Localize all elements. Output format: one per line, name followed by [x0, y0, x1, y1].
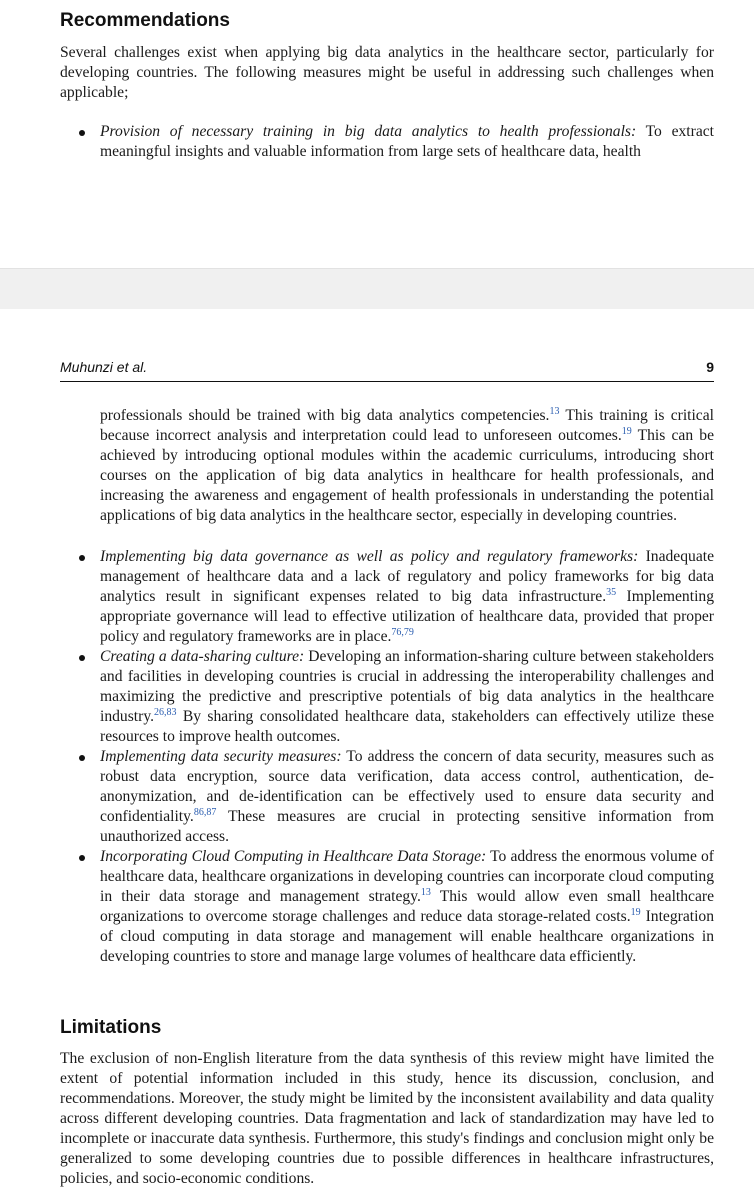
bullet-text: Implementing appropriate governance will lead to effective utilization of healthcare data, provided that proper policy and regulatory frameworks are in place.	[100, 588, 714, 645]
citation-link[interactable]: 76,79	[391, 627, 414, 638]
continuation-text-1: professionals should be trained with big data analytics competencies.	[100, 407, 550, 424]
bullet-continuation	[100, 406, 714, 526]
limitations-heading: Limitations	[60, 1017, 162, 1038]
page-number: 9	[706, 359, 714, 375]
continuation-text-2: This training is critical because incorrect analysis and interpretation could lead to unforeseen outcomes.	[100, 407, 714, 444]
continuation-text-3: This can be achieved by introducing optional modules within the academic curriculums, introducing short courses on the application of big data analytics in healthcare for health professionals, and increasing the awareness and engagement of health professionals in understanding the potential applications of big data analytics in the healthcare sector, especially in developing countries.	[100, 427, 715, 524]
recommendation-bullet-list	[60, 547, 714, 967]
recommendations-heading: Recommendations	[60, 10, 230, 31]
bullet-dot-icon	[79, 855, 85, 861]
citation-link[interactable]: 13	[420, 887, 431, 898]
citation-link[interactable]: 26,83	[154, 707, 177, 718]
limitations-paragraph: The exclusion of non-English literature from the data synthesis of this review might have limited the extent of potential information included in this study, hence its discussion, conclusion, and recommendations. Moreover, the study might be limited by the inconsistent availability and data quality across different developing countries. Data fragmentation and lack of standardization may have led to incomplete or inaccurate data synthesis. Furthermore, this study's findings and conclusion might only be generalized to some developing countries due to possible differences in healthcare infrastructures, policies, and socio-economic conditions.	[60, 1050, 714, 1187]
bullet-text: Integration of cloud computing in data storage and management will enable healthcare organizations in developing countries to store and manage large volumes of healthcare data efficiently.	[100, 908, 715, 965]
running-header	[60, 359, 714, 382]
bullet-lead: Creating a data-sharing culture:	[100, 648, 305, 665]
bullet-dot-icon	[79, 655, 85, 661]
bottom-page	[0, 309, 754, 1200]
bullet-dot-icon	[79, 555, 85, 561]
bullet-lead: Implementing big data governance as well as policy and regulatory frameworks:	[100, 548, 639, 565]
bullet-text: To address the enormous volume of healthcare data, healthcare organizations in developing countries can incorporate cloud computing in their data storage and management strategy.	[100, 848, 714, 905]
bullet-dot-icon	[79, 130, 85, 136]
bullet-text: By sharing consolidated healthcare data, stakeholders can effectively utilize these resources to improve health outcomes.	[100, 708, 714, 745]
bullet-lead: Implementing data security measures:	[100, 748, 342, 765]
bullet-text: Developing an information-sharing culture between stakeholders and facilities in developing countries is crucial in addressing the interoperability challenges and maximizing the predictive and prescriptive potentials of big data analytics in the healthcare industry.	[100, 648, 714, 725]
bullet-text: These measures are crucial in protecting sensitive information from unauthorized access.	[100, 808, 714, 845]
bullet-text: To address the concern of data security, measures such as robust data encryption, source data verification, data access control, authentication, de-anonymization, and de-identification can be effectively used to ensure data security and confidentiality.	[100, 748, 714, 825]
citation-link[interactable]: 13	[549, 406, 560, 417]
page-separator	[0, 268, 754, 310]
running-head-author: Muhunzi et al.	[60, 359, 148, 375]
list-item	[60, 122, 714, 162]
bullet-lead: Incorporating Cloud Computing in Healthcare Data Storage:	[100, 848, 487, 865]
list-item	[60, 847, 714, 967]
list-item	[60, 547, 714, 647]
bullet-text: To extract meaningful insights and valuable information from large sets of healthcare data, health	[100, 123, 714, 160]
citation-link[interactable]: 86,87	[193, 807, 217, 818]
bullet-dot-icon	[79, 755, 85, 761]
citation-link[interactable]: 19	[630, 907, 641, 918]
top-page	[0, 0, 754, 268]
list-item	[60, 747, 714, 847]
citation-link[interactable]: 19	[621, 426, 632, 437]
citation-link[interactable]: 35	[606, 587, 617, 598]
bullet-text: Inadequate management of healthcare data and a lack of regulatory and policy frameworks for big data analytics result in significant expenses related to big data infrastructure.	[100, 548, 714, 605]
bullet-lead: Provision of necessary training in big data analytics to health professionals:	[100, 123, 637, 140]
bullet-text: This would allow even small healthcare organizations to overcome storage challenges and reduce data storage-related costs.	[100, 888, 714, 925]
top-bullet-list	[60, 122, 714, 162]
list-item	[60, 647, 714, 747]
recommendations-intro: Several challenges exist when applying big data analytics in the healthcare sector, particularly for developing countries. The following measures might be useful in addressing such challenges when applicable;	[60, 44, 714, 101]
